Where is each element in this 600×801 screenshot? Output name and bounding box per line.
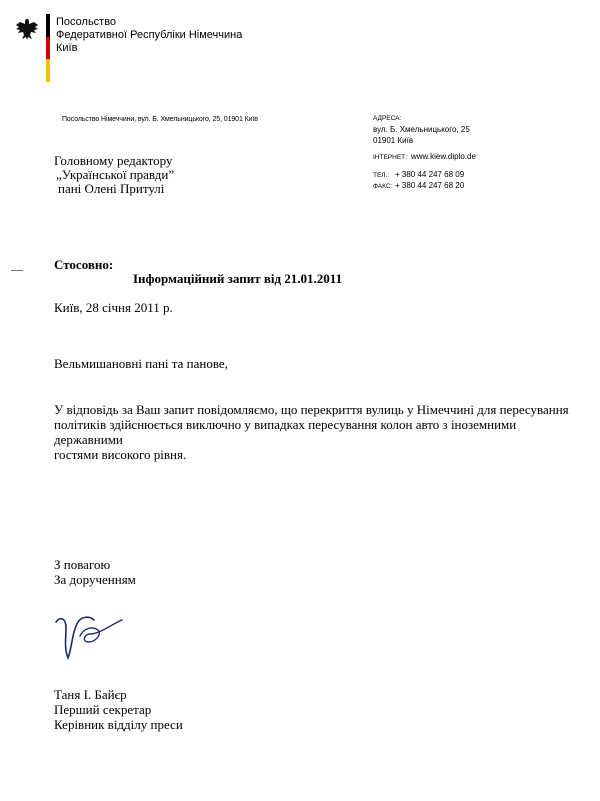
handwritten-signature xyxy=(50,608,130,664)
salutation: Вельмишановні пані та панове, xyxy=(54,356,228,371)
fax-value: + 380 44 247 68 20 xyxy=(395,181,465,190)
internet-value: www.kiew.diplo.de xyxy=(411,152,476,161)
signer-name: Таня І. Байєр xyxy=(54,687,127,702)
embassy-line-3: Київ xyxy=(56,42,78,54)
letter-date: Київ, 28 січня 2011 р. xyxy=(54,300,173,315)
address-line-1: вул. Б. Хмельницького, 25 xyxy=(373,125,470,134)
subject-label: Стосовно: xyxy=(54,257,114,272)
closing-line-1: З повагою xyxy=(54,557,111,572)
body-line-1: У відповідь за Ваш запит повідомляємо, що перекриття вулиць у Німеччині для пересування xyxy=(54,402,569,417)
recipient-line-3: пані Олені Притулі xyxy=(58,181,165,196)
closing-line-2: За дорученням xyxy=(54,572,136,587)
body-line-3: гостями високого рівня. xyxy=(54,447,187,462)
letter-body xyxy=(54,402,569,462)
address-label: АДРЕСА: xyxy=(373,115,402,122)
signer-department: Керівник відділу преси xyxy=(54,717,183,732)
flag-red xyxy=(46,37,50,59)
phone-label: ТЕЛ.: xyxy=(373,172,390,179)
signer-title: Перший секретар xyxy=(54,702,152,717)
address-line-2: 01901 Київ xyxy=(373,136,414,145)
fold-mark xyxy=(11,270,23,271)
sender-line: Посольство Німеччини, вул. Б. Хмельницького, 25, 01901 Київ xyxy=(62,116,258,123)
recipient-line-2: „Української правди” xyxy=(56,167,175,182)
recipient-line-1: Головному редактору xyxy=(54,153,173,168)
federal-eagle-icon xyxy=(14,16,40,42)
flag-stripe xyxy=(46,14,50,82)
embassy-line-1: Посольство xyxy=(56,16,117,28)
flag-gold xyxy=(46,59,50,82)
phone-value: + 380 44 247 68 09 xyxy=(395,170,465,179)
body-line-2: політиків здійснюється виключно у випадках пересування колон авто з іноземними державними xyxy=(54,417,517,447)
internet-label: ІНТЕРНЕТ: xyxy=(373,154,407,161)
fax-label: ФАКС: xyxy=(373,183,393,190)
flag-black xyxy=(46,14,50,37)
embassy-line-2: Федеративної Республіки Німеччина xyxy=(56,29,243,41)
subject-title: Інформаційний запит від 21.01.2011 xyxy=(133,271,343,286)
